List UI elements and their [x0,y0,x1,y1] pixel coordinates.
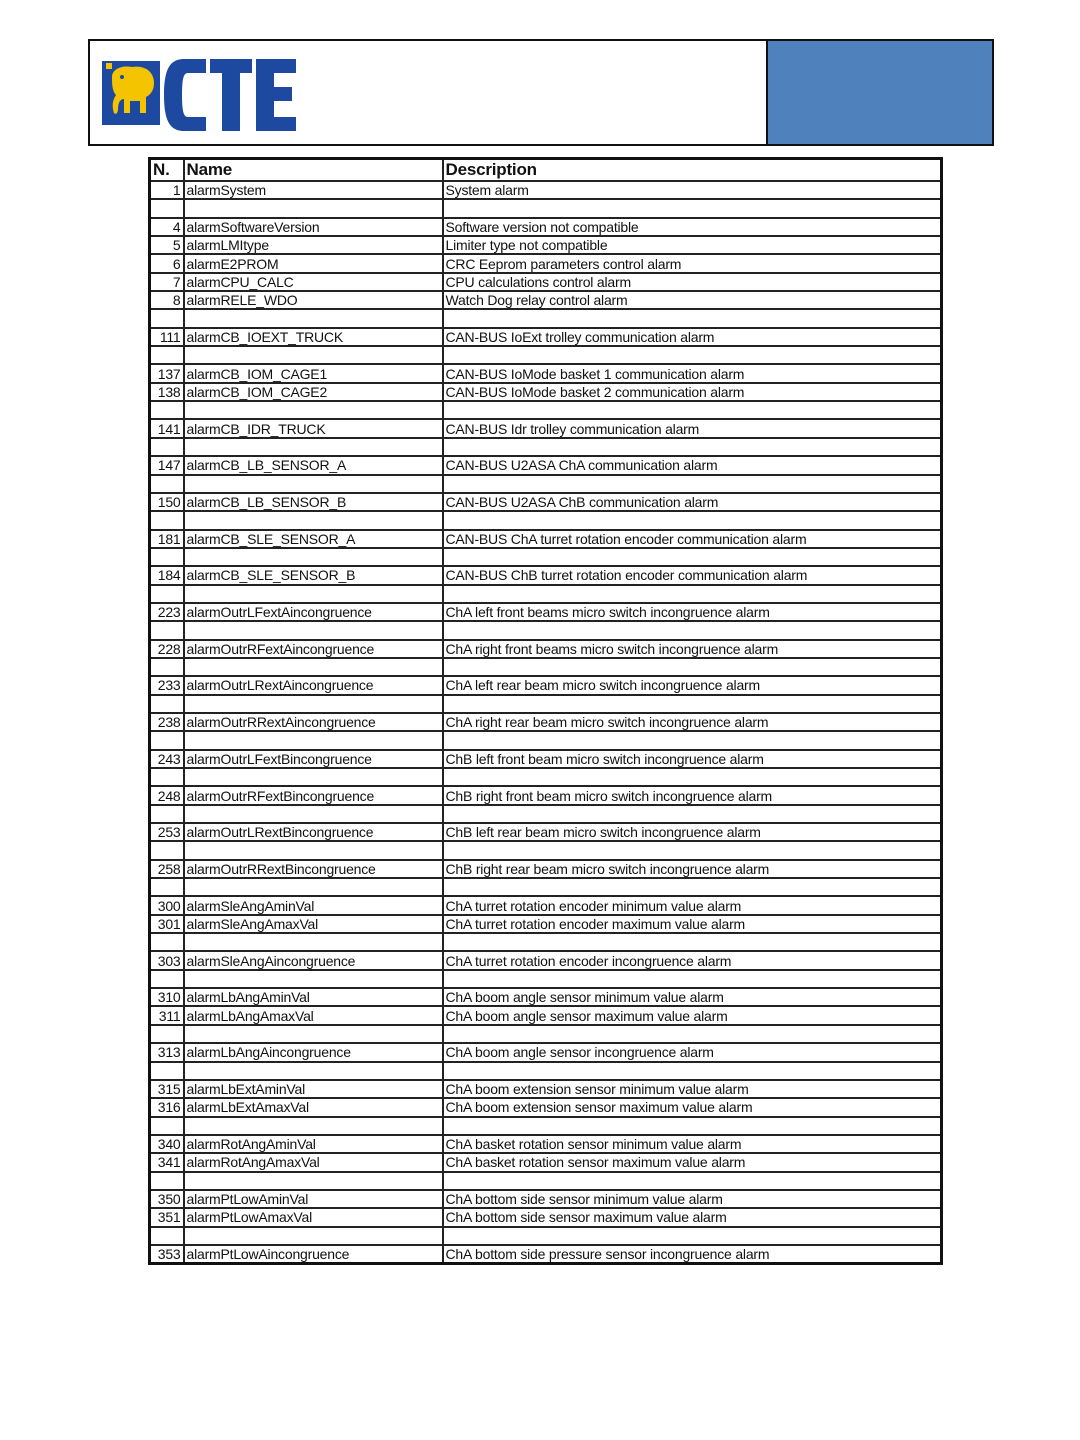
alarm-name [184,1172,443,1190]
alarm-number: 111 [150,328,184,346]
alarm-name: alarmOutrLRextBincongruence [184,823,443,841]
alarm-description [443,309,942,327]
alarm-name: alarmCB_LB_SENSOR_B [184,493,443,511]
table-row [150,1025,942,1043]
alarm-number [150,841,184,859]
alarm-description: Limiter type not compatible [443,236,942,254]
table-row [150,585,942,603]
table-row [150,823,942,841]
alarm-description [443,585,942,603]
table-row [150,951,942,969]
table-row [150,1006,942,1024]
alarm-name: alarmOutrRRextBincongruence [184,860,443,878]
alarm-name [184,731,443,749]
alarm-name [184,1025,443,1043]
alarm-number [150,731,184,749]
alarm-number [150,1062,184,1080]
table-row [150,676,942,694]
alarm-name: alarmOutrRFextBincongruence [184,786,443,804]
alarm-description: System alarm [443,181,942,199]
alarm-number: 351 [150,1208,184,1226]
alarm-name [184,1117,443,1135]
table-row [150,713,942,731]
alarm-number: 7 [150,273,184,291]
alarm-description: CAN-BUS ChA turret rotation encoder communication alarm [443,530,942,548]
alarm-name: alarmCB_LB_SENSOR_A [184,456,443,474]
alarm-description [443,1172,942,1190]
alarm-number: 141 [150,419,184,437]
alarm-description [443,731,942,749]
table-row [150,566,942,584]
alarm-description [443,1025,942,1043]
table-row [150,309,942,327]
cte-logo [102,55,298,133]
alarm-table-body [150,181,942,1264]
alarm-description [443,878,942,896]
table-row [150,1153,942,1171]
alarm-number [150,695,184,713]
alarm-name [184,970,443,988]
page-header [88,39,992,146]
header-accent-box [766,39,994,146]
table-row [150,254,942,272]
alarm-name [184,805,443,823]
table-row [150,218,942,236]
alarm-description: ChA bottom side pressure sensor incongruence alarm [443,1245,942,1264]
alarm-number [150,548,184,566]
table-row [150,364,942,382]
table-row [150,896,942,914]
alarm-description: ChA bottom side sensor minimum value alarm [443,1190,942,1208]
alarm-description [443,658,942,676]
alarm-number [150,970,184,988]
alarm-number: 150 [150,493,184,511]
alarm-number: 1 [150,181,184,199]
table-row [150,401,942,419]
alarm-number: 300 [150,896,184,914]
alarm-number [150,621,184,639]
table-row [150,438,942,456]
alarm-description: CAN-BUS IoMode basket 2 communication alarm [443,383,942,401]
alarm-description [443,841,942,859]
alarm-name: alarmLbAngAminVal [184,988,443,1006]
alarm-name [184,1227,443,1245]
alarm-name: alarmCB_IOEXT_TRUCK [184,328,443,346]
alarm-name [184,548,443,566]
table-row [150,988,942,1006]
alarm-name [184,621,443,639]
alarm-number [150,438,184,456]
table-row [150,236,942,254]
alarm-name [184,878,443,896]
alarm-name: alarmCB_IOM_CAGE1 [184,364,443,382]
alarm-description: ChA turret rotation encoder minimum value alarm [443,896,942,914]
table-row [150,878,942,896]
alarm-number: 243 [150,750,184,768]
alarm-number: 181 [150,530,184,548]
alarm-description: CAN-BUS IoMode basket 1 communication alarm [443,364,942,382]
table-row [150,511,942,529]
alarm-description: ChA right front beams micro switch incongruence alarm [443,640,942,658]
alarm-description [443,199,942,217]
table-row [150,530,942,548]
alarm-description: ChA boom extension sensor minimum value alarm [443,1080,942,1098]
alarm-name: alarmCB_IDR_TRUCK [184,419,443,437]
table-row [150,1043,942,1061]
alarm-number: 316 [150,1098,184,1116]
alarm-name [184,933,443,951]
column-header-number: N. [150,159,184,182]
alarm-name: alarmRotAngAmaxVal [184,1153,443,1171]
alarm-description: CAN-BUS IoExt trolley communication alarm [443,328,942,346]
table-row [150,860,942,878]
alarm-name [184,1062,443,1080]
alarm-name: alarmSleAngAincongruence [184,951,443,969]
alarm-name: alarmOutrLFextBincongruence [184,750,443,768]
alarm-name: alarmOutrRRextAincongruence [184,713,443,731]
alarm-name: alarmPtLowAincongruence [184,1245,443,1264]
alarm-description: ChA boom extension sensor maximum value alarm [443,1098,942,1116]
alarm-number: 147 [150,456,184,474]
alarm-name: alarmOutrLRextAincongruence [184,676,443,694]
alarm-name: alarmE2PROM [184,254,443,272]
alarm-number [150,933,184,951]
alarm-description [443,933,942,951]
alarm-description: ChA turret rotation encoder maximum value alarm [443,915,942,933]
alarm-description: CAN-BUS Idr trolley communication alarm [443,419,942,437]
table-row [150,419,942,437]
alarm-description [443,401,942,419]
alarm-description [443,1062,942,1080]
alarm-number: 5 [150,236,184,254]
alarm-description [443,768,942,786]
alarm-description: CAN-BUS U2ASA ChB communication alarm [443,493,942,511]
table-row [150,1245,942,1264]
alarm-name: alarmRotAngAminVal [184,1135,443,1153]
alarm-number [150,805,184,823]
alarm-name [184,401,443,419]
alarm-number [150,1025,184,1043]
alarm-description: ChB right rear beam micro switch incongruence alarm [443,860,942,878]
alarm-description [443,475,942,493]
alarm-number [150,401,184,419]
alarm-name [184,768,443,786]
table-row [150,493,942,511]
alarm-description: ChA boom angle sensor incongruence alarm [443,1043,942,1061]
alarm-number: 4 [150,218,184,236]
alarm-number [150,1172,184,1190]
alarm-name [184,346,443,364]
alarm-name: alarmCB_SLE_SENSOR_B [184,566,443,584]
alarm-number [150,199,184,217]
alarm-number: 301 [150,915,184,933]
alarm-number: 310 [150,988,184,1006]
table-row [150,805,942,823]
alarm-name [184,585,443,603]
alarm-number: 184 [150,566,184,584]
alarm-name: alarmRELE_WDO [184,291,443,309]
table-row [150,750,942,768]
table-row [150,621,942,639]
table-row [150,1227,942,1245]
alarm-number [150,585,184,603]
alarm-name: alarmSystem [184,181,443,199]
alarm-description: Software version not compatible [443,218,942,236]
alarm-name: alarmPtLowAminVal [184,1190,443,1208]
table-row [150,1117,942,1135]
alarm-description: ChA right rear beam micro switch incongruence alarm [443,713,942,731]
alarm-number: 350 [150,1190,184,1208]
alarm-number: 311 [150,1006,184,1024]
alarm-description [443,805,942,823]
alarm-name: alarmCPU_CALC [184,273,443,291]
alarm-number [150,658,184,676]
alarm-name: alarmOutrRFextAincongruence [184,640,443,658]
table-row [150,456,942,474]
alarm-description: ChB left front beam micro switch incongruence alarm [443,750,942,768]
alarm-description: ChB right front beam micro switch incongruence alarm [443,786,942,804]
alarm-number: 223 [150,603,184,621]
alarm-description [443,695,942,713]
alarm-number [150,878,184,896]
table-row [150,291,942,309]
alarm-number: 341 [150,1153,184,1171]
alarm-description [443,548,942,566]
table-row [150,841,942,859]
alarm-name: alarmSleAngAminVal [184,896,443,914]
table-row [150,1208,942,1226]
alarm-name [184,841,443,859]
table-row [150,786,942,804]
table-row [150,658,942,676]
alarm-name: alarmSoftwareVersion [184,218,443,236]
alarm-number: 228 [150,640,184,658]
table-row [150,383,942,401]
alarm-name: alarmLbExtAminVal [184,1080,443,1098]
column-header-name: Name [184,159,443,182]
alarm-name: alarmLbAngAincongruence [184,1043,443,1061]
alarm-description [443,346,942,364]
alarm-number: 303 [150,951,184,969]
alarm-number: 238 [150,713,184,731]
table-row [150,768,942,786]
alarm-description: ChA boom angle sensor maximum value alarm [443,1006,942,1024]
alarm-description: Watch Dog relay control alarm [443,291,942,309]
alarm-description: ChA left front beams micro switch incongruence alarm [443,603,942,621]
alarm-description [443,511,942,529]
alarm-name [184,511,443,529]
alarm-description: ChA left rear beam micro switch incongruence alarm [443,676,942,694]
alarm-name [184,695,443,713]
alarm-description [443,621,942,639]
table-row [150,199,942,217]
alarm-number [150,309,184,327]
alarm-description: ChA boom angle sensor minimum value alarm [443,988,942,1006]
table-row [150,1135,942,1153]
table-row [150,1098,942,1116]
alarm-name: alarmPtLowAmaxVal [184,1208,443,1226]
alarm-description: ChA basket rotation sensor minimum value alarm [443,1135,942,1153]
alarm-name: alarmCB_IOM_CAGE2 [184,383,443,401]
alarm-description [443,970,942,988]
table-row [150,273,942,291]
alarm-number [150,511,184,529]
alarm-number: 315 [150,1080,184,1098]
alarm-number: 8 [150,291,184,309]
alarm-name [184,309,443,327]
column-header-description: Description [443,159,942,182]
alarm-number [150,1117,184,1135]
table-row [150,603,942,621]
table-row [150,548,942,566]
alarm-description: ChA turret rotation encoder incongruence alarm [443,951,942,969]
alarm-name [184,199,443,217]
alarm-description: CAN-BUS U2ASA ChA communication alarm [443,456,942,474]
alarm-description: ChA basket rotation sensor maximum value alarm [443,1153,942,1171]
table-row [150,1172,942,1190]
alarm-description: ChB left rear beam micro switch incongruence alarm [443,823,942,841]
alarm-name: alarmLbAngAmaxVal [184,1006,443,1024]
alarm-description: ChA bottom side sensor maximum value alarm [443,1208,942,1226]
logo-letters [164,59,296,131]
table-row [150,1062,942,1080]
alarm-number: 233 [150,676,184,694]
alarm-number: 138 [150,383,184,401]
table-row [150,731,942,749]
alarm-description [443,1117,942,1135]
alarm-number: 253 [150,823,184,841]
table-row [150,695,942,713]
table-row [150,970,942,988]
alarm-number: 6 [150,254,184,272]
alarm-name: alarmLbExtAmaxVal [184,1098,443,1116]
alarm-number [150,475,184,493]
table-row [150,346,942,364]
alarm-number: 137 [150,364,184,382]
alarm-name [184,475,443,493]
table-row [150,475,942,493]
alarm-number [150,346,184,364]
alarm-name: alarmCB_SLE_SENSOR_A [184,530,443,548]
table-row [150,933,942,951]
alarm-description: CPU calculations control alarm [443,273,942,291]
table-row [150,1080,942,1098]
alarm-number [150,1227,184,1245]
table-row [150,915,942,933]
alarm-number [150,768,184,786]
table-row [150,181,942,199]
alarm-name: alarmLMItype [184,236,443,254]
table-row [150,328,942,346]
table-row [150,640,942,658]
alarm-name [184,658,443,676]
alarm-number: 248 [150,786,184,804]
alarm-table [148,157,943,1265]
alarm-number: 313 [150,1043,184,1061]
alarm-description [443,1227,942,1245]
alarm-description: CRC Eeprom parameters control alarm [443,254,942,272]
alarm-number: 258 [150,860,184,878]
alarm-description [443,438,942,456]
alarm-name: alarmSleAngAmaxVal [184,915,443,933]
alarm-description: CAN-BUS ChB turret rotation encoder communication alarm [443,566,942,584]
table-row [150,1190,942,1208]
alarm-number: 340 [150,1135,184,1153]
alarm-number: 353 [150,1245,184,1264]
alarm-name [184,438,443,456]
table-header-row [150,159,942,182]
alarm-name: alarmOutrLFextAincongruence [184,603,443,621]
